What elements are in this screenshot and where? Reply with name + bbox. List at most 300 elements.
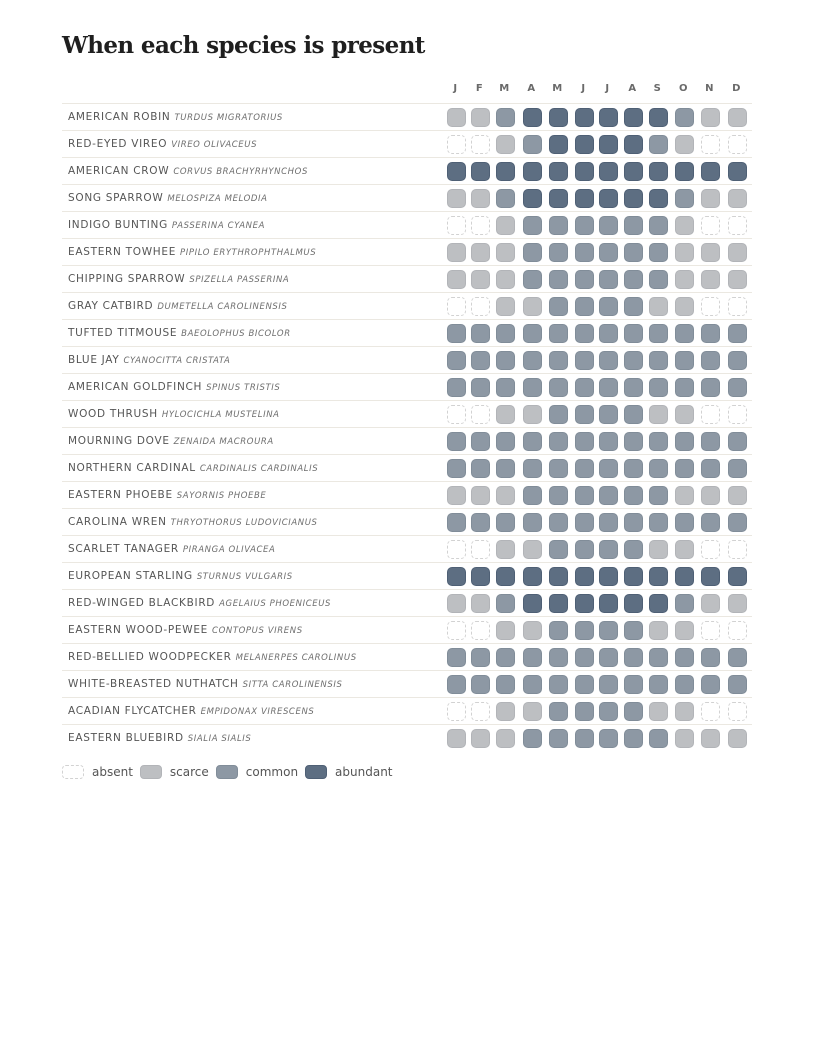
presence-cell: [447, 594, 466, 613]
presence-cell: [728, 135, 747, 154]
presence-cell: [701, 567, 720, 586]
presence-cell: [575, 135, 594, 154]
presence-cell: [675, 351, 694, 370]
month-label: F: [475, 83, 484, 94]
presence-cell: [624, 324, 643, 343]
presence-cell: [471, 621, 490, 640]
presence-cell: [471, 432, 490, 451]
presence-cell: [575, 189, 594, 208]
presence-cell: [447, 702, 466, 721]
scientific-name: ZENAIDA MACROURA: [173, 437, 274, 447]
common-name: EASTERN WOOD-PEWEE: [68, 624, 209, 636]
scientific-name: CORVUS BRACHYRHYNCHOS: [173, 167, 308, 177]
presence-cell: [649, 189, 668, 208]
presence-cell: [549, 135, 568, 154]
presence-cell: [575, 648, 594, 667]
presence-cell: [649, 270, 668, 289]
presence-cell: [675, 108, 694, 127]
presence-cell: [549, 108, 568, 127]
presence-cell: [496, 135, 515, 154]
month-label: J: [453, 83, 458, 94]
presence-cell: [649, 621, 668, 640]
presence-cell: [471, 297, 490, 316]
species-row: [62, 157, 752, 184]
presence-cell: [523, 459, 542, 478]
presence-cell: [447, 243, 466, 262]
presence-cell: [496, 405, 515, 424]
scientific-name: SAYORNIS PHOEBE: [176, 491, 267, 501]
presence-cell: [549, 378, 568, 397]
presence-cell: [523, 594, 542, 613]
presence-cell: [675, 189, 694, 208]
presence-cell: [701, 378, 720, 397]
common-name: SCARLET TANAGER: [68, 543, 179, 555]
species-label: [68, 428, 274, 455]
presence-cell: [471, 189, 490, 208]
presence-cell: [701, 621, 720, 640]
presence-cell: [701, 135, 720, 154]
presence-cell: [624, 513, 643, 532]
presence-cell: [649, 297, 668, 316]
species-row: [62, 616, 752, 643]
presence-cell: [549, 432, 568, 451]
presence-cell: [523, 513, 542, 532]
presence-cell: [471, 135, 490, 154]
scientific-name: MELOSPIZA MELODIA: [167, 194, 268, 204]
presence-cell: [649, 540, 668, 559]
presence-cell: [675, 459, 694, 478]
presence-cell: [649, 108, 668, 127]
presence-cell: [471, 270, 490, 289]
presence-cell: [728, 297, 747, 316]
presence-cell: [523, 702, 542, 721]
common-name: EASTERN BLUEBIRD: [68, 732, 184, 744]
presence-cell: [599, 405, 618, 424]
presence-cell: [649, 135, 668, 154]
presence-cell: [496, 702, 515, 721]
common-name: INDIGO BUNTING: [68, 219, 168, 231]
common-name: TUFTED TITMOUSE: [68, 327, 178, 339]
presence-cell: [675, 297, 694, 316]
common-name: CAROLINA WREN: [68, 516, 167, 528]
presence-cell: [624, 594, 643, 613]
presence-cell: [624, 648, 643, 667]
presence-cell: [599, 594, 618, 613]
presence-cell: [624, 675, 643, 694]
presence-cell: [675, 243, 694, 262]
presence-cell: [471, 108, 490, 127]
presence-cell: [728, 270, 747, 289]
species-row: [62, 454, 752, 481]
species-label: [68, 347, 230, 374]
species-label: [68, 482, 266, 509]
species-row: [62, 481, 752, 508]
presence-cell: [624, 135, 643, 154]
presence-cell: [701, 405, 720, 424]
species-label: [68, 536, 275, 563]
presence-cell: [447, 405, 466, 424]
scientific-name: AGELAIUS PHOENICEUS: [219, 599, 332, 609]
legend-swatch: [140, 765, 162, 779]
presence-cell: [624, 351, 643, 370]
presence-cell: [728, 621, 747, 640]
presence-cell: [675, 567, 694, 586]
presence-cell: [675, 270, 694, 289]
presence-cell: [575, 621, 594, 640]
species-row: [62, 130, 752, 157]
presence-cell: [675, 432, 694, 451]
presence-cell: [549, 324, 568, 343]
presence-cell: [701, 351, 720, 370]
common-name: NORTHERN CARDINAL: [68, 462, 196, 474]
legend-swatch: [305, 765, 327, 779]
common-name: SONG SPARROW: [68, 192, 164, 204]
presence-cell: [447, 432, 466, 451]
presence-cell: [599, 513, 618, 532]
presence-cell: [496, 189, 515, 208]
presence-cell: [649, 216, 668, 235]
presence-cell: [675, 378, 694, 397]
presence-cell: [599, 675, 618, 694]
presence-cell: [728, 324, 747, 343]
presence-cell: [675, 405, 694, 424]
presence-cell: [471, 243, 490, 262]
presence-cell: [599, 243, 618, 262]
presence-cell: [496, 108, 515, 127]
species-label: [68, 563, 293, 590]
presence-cell: [701, 108, 720, 127]
scientific-name: PIRANGA OLIVACEA: [182, 545, 276, 555]
presence-cell: [675, 729, 694, 748]
species-label: [68, 617, 303, 644]
presence-cell: [523, 189, 542, 208]
presence-cell: [447, 648, 466, 667]
species-row: [62, 670, 752, 697]
presence-cell: [701, 702, 720, 721]
presence-cell: [624, 216, 643, 235]
presence-cell: [675, 594, 694, 613]
presence-cell: [471, 405, 490, 424]
presence-cell: [649, 729, 668, 748]
presence-cell: [523, 405, 542, 424]
species-row: [62, 400, 752, 427]
species-row: [62, 373, 752, 400]
presence-cell: [701, 513, 720, 532]
presence-cell: [728, 378, 747, 397]
month-label: M: [499, 83, 510, 94]
species-row: [62, 238, 752, 265]
presence-cell: [728, 486, 747, 505]
scientific-name: VIREO OLIVACEUS: [171, 140, 258, 150]
presence-cell: [675, 513, 694, 532]
presence-cell: [675, 540, 694, 559]
presence-cell: [523, 486, 542, 505]
presence-cell: [599, 108, 618, 127]
presence-cell: [624, 621, 643, 640]
presence-cell: [496, 513, 515, 532]
presence-cell: [599, 324, 618, 343]
species-row: [62, 184, 752, 211]
presence-cell: [496, 729, 515, 748]
presence-cell: [701, 270, 720, 289]
presence-cell: [701, 594, 720, 613]
presence-cell: [649, 324, 668, 343]
scientific-name: SPINUS TRISTIS: [206, 383, 281, 393]
species-row: [62, 319, 752, 346]
presence-cell: [496, 594, 515, 613]
presence-cell: [447, 729, 466, 748]
presence-cell: [523, 432, 542, 451]
presence-cell: [728, 432, 747, 451]
presence-cell: [447, 216, 466, 235]
species-label: [68, 212, 265, 239]
presence-cell: [523, 621, 542, 640]
presence-cell: [496, 486, 515, 505]
legend-item: [216, 763, 298, 781]
scientific-name: THRYOTHORUS LUDOVICIANUS: [170, 518, 318, 528]
presence-cell: [575, 297, 594, 316]
month-header: [446, 83, 756, 95]
presence-cell: [549, 351, 568, 370]
common-name: AMERICAN CROW: [68, 165, 170, 177]
common-name: ACADIAN FLYCATCHER: [68, 705, 197, 717]
scientific-name: PIPILO ERYTHROPHTHALMUS: [180, 248, 317, 258]
presence-cell: [471, 324, 490, 343]
presence-cell: [649, 648, 668, 667]
presence-cell: [649, 162, 668, 181]
presence-cell: [523, 135, 542, 154]
species-label: [68, 509, 318, 536]
presence-cell: [575, 675, 594, 694]
presence-cell: [523, 270, 542, 289]
presence-cell: [675, 216, 694, 235]
species-row: [62, 103, 752, 130]
presence-cell: [447, 162, 466, 181]
presence-cell: [575, 216, 594, 235]
month-label: A: [527, 83, 536, 94]
presence-cell: [599, 297, 618, 316]
presence-cell: [649, 243, 668, 262]
presence-cell: [624, 459, 643, 478]
presence-cell: [599, 162, 618, 181]
scientific-name: CARDINALIS CARDINALIS: [199, 464, 319, 474]
presence-cell: [575, 405, 594, 424]
legend: [62, 763, 400, 779]
common-name: EASTERN TOWHEE: [68, 246, 177, 258]
scientific-name: HYLOCICHLA MUSTELINA: [161, 410, 280, 420]
species-label: [68, 401, 280, 428]
species-label: [68, 725, 251, 752]
presence-cell: [649, 702, 668, 721]
month-label: J: [605, 83, 610, 94]
presence-cell: [447, 540, 466, 559]
species-row: [62, 643, 752, 670]
scientific-name: STURNUS VULGARIS: [196, 572, 293, 582]
presence-cell: [575, 540, 594, 559]
presence-cell: [599, 648, 618, 667]
species-label: [68, 158, 308, 185]
presence-cell: [447, 108, 466, 127]
presence-cell: [599, 459, 618, 478]
presence-cell: [549, 270, 568, 289]
legend-item: [305, 763, 392, 781]
species-row: [62, 724, 752, 751]
presence-cell: [624, 540, 643, 559]
presence-cell: [728, 594, 747, 613]
scientific-name: EMPIDONAX VIRESCENS: [200, 707, 315, 717]
presence-cell: [575, 702, 594, 721]
presence-cell: [523, 297, 542, 316]
presence-cell: [471, 351, 490, 370]
presence-cell: [523, 540, 542, 559]
common-name: RED-EYED VIREO: [68, 138, 168, 150]
presence-cell: [447, 621, 466, 640]
presence-cell: [701, 648, 720, 667]
presence-cell: [575, 513, 594, 532]
legend-item: [62, 763, 133, 781]
presence-cell: [599, 432, 618, 451]
presence-cell: [575, 486, 594, 505]
presence-cell: [649, 351, 668, 370]
presence-cell: [447, 486, 466, 505]
presence-cell: [599, 270, 618, 289]
presence-cell: [575, 378, 594, 397]
common-name: AMERICAN ROBIN: [68, 111, 171, 123]
presence-cell: [549, 405, 568, 424]
presence-cell: [675, 162, 694, 181]
presence-cell: [575, 729, 594, 748]
month-label: A: [628, 83, 637, 94]
presence-cell: [447, 675, 466, 694]
presence-cell: [447, 270, 466, 289]
species-label: [68, 374, 280, 401]
common-name: EUROPEAN STARLING: [68, 570, 193, 582]
presence-cell: [701, 459, 720, 478]
presence-cell: [599, 729, 618, 748]
presence-cell: [599, 378, 618, 397]
scientific-name: TURDUS MIGRATORIUS: [174, 113, 283, 123]
presence-cell: [471, 513, 490, 532]
chart-title: When each species is present: [62, 32, 425, 59]
presence-cell: [523, 567, 542, 586]
presence-cell: [624, 108, 643, 127]
common-name: WOOD THRUSH: [68, 408, 158, 420]
presence-cell: [496, 351, 515, 370]
common-name: CHIPPING SPARROW: [68, 273, 186, 285]
presence-cell: [496, 297, 515, 316]
presence-cell: [675, 621, 694, 640]
legend-label: common: [245, 764, 299, 779]
scientific-name: SITTA CAROLINENSIS: [242, 680, 343, 690]
presence-cell: [728, 459, 747, 478]
month-label: N: [705, 83, 714, 94]
presence-cell: [549, 216, 568, 235]
presence-cell: [447, 324, 466, 343]
presence-cell: [728, 243, 747, 262]
common-name: RED-WINGED BLACKBIRD: [68, 597, 216, 609]
species-label: [68, 671, 342, 698]
presence-cell: [599, 216, 618, 235]
scientific-name: DUMETELLA CAROLINENSIS: [157, 302, 288, 312]
presence-cell: [701, 324, 720, 343]
presence-cell: [549, 567, 568, 586]
presence-cell: [496, 621, 515, 640]
presence-cell: [447, 189, 466, 208]
presence-cell: [447, 567, 466, 586]
presence-cell: [496, 378, 515, 397]
presence-cell: [549, 540, 568, 559]
presence-cell: [471, 378, 490, 397]
presence-cell: [675, 675, 694, 694]
common-name: WHITE-BREASTED NUTHATCH: [68, 678, 239, 690]
species-row: [62, 265, 752, 292]
presence-cell: [447, 513, 466, 532]
presence-cell: [496, 540, 515, 559]
presence-cell: [471, 594, 490, 613]
presence-cell: [624, 702, 643, 721]
month-label: S: [653, 83, 662, 94]
presence-cell: [575, 108, 594, 127]
presence-cell: [549, 702, 568, 721]
species-label: [68, 104, 283, 131]
scientific-name: SIALIA SIALIS: [187, 734, 252, 744]
presence-cell: [549, 729, 568, 748]
presence-cell: [701, 216, 720, 235]
species-row: [62, 508, 752, 535]
scientific-name: MELANERPES CAROLINUS: [235, 653, 357, 663]
presence-cell: [599, 702, 618, 721]
presence-cell: [549, 189, 568, 208]
presence-cell: [675, 324, 694, 343]
presence-cell: [624, 432, 643, 451]
legend-swatch: [216, 765, 238, 779]
presence-cell: [728, 567, 747, 586]
presence-cell: [701, 243, 720, 262]
scientific-name: PASSERINA CYANEA: [171, 221, 266, 231]
presence-cell: [496, 432, 515, 451]
presence-cell: [496, 324, 515, 343]
month-label: D: [732, 83, 741, 94]
presence-cell: [575, 324, 594, 343]
presence-cell: [471, 648, 490, 667]
legend-label: absent: [92, 764, 133, 779]
presence-cell: [728, 729, 747, 748]
presence-cell: [649, 486, 668, 505]
presence-cell: [624, 378, 643, 397]
species-label: [68, 455, 318, 482]
presence-cell: [549, 675, 568, 694]
presence-cell: [471, 729, 490, 748]
presence-cell: [447, 378, 466, 397]
presence-cell: [523, 216, 542, 235]
presence-cell: [523, 324, 542, 343]
presence-cell: [575, 567, 594, 586]
presence-cell: [624, 243, 643, 262]
presence-cell: [599, 540, 618, 559]
presence-cell: [701, 432, 720, 451]
presence-cell: [728, 648, 747, 667]
presence-cell: [624, 162, 643, 181]
presence-cell: [599, 567, 618, 586]
presence-cell: [549, 621, 568, 640]
presence-cell: [496, 648, 515, 667]
species-label: [68, 239, 316, 266]
presence-cell: [575, 459, 594, 478]
presence-cell: [549, 459, 568, 478]
presence-cell: [496, 270, 515, 289]
presence-cell: [701, 729, 720, 748]
species-row: [62, 562, 752, 589]
